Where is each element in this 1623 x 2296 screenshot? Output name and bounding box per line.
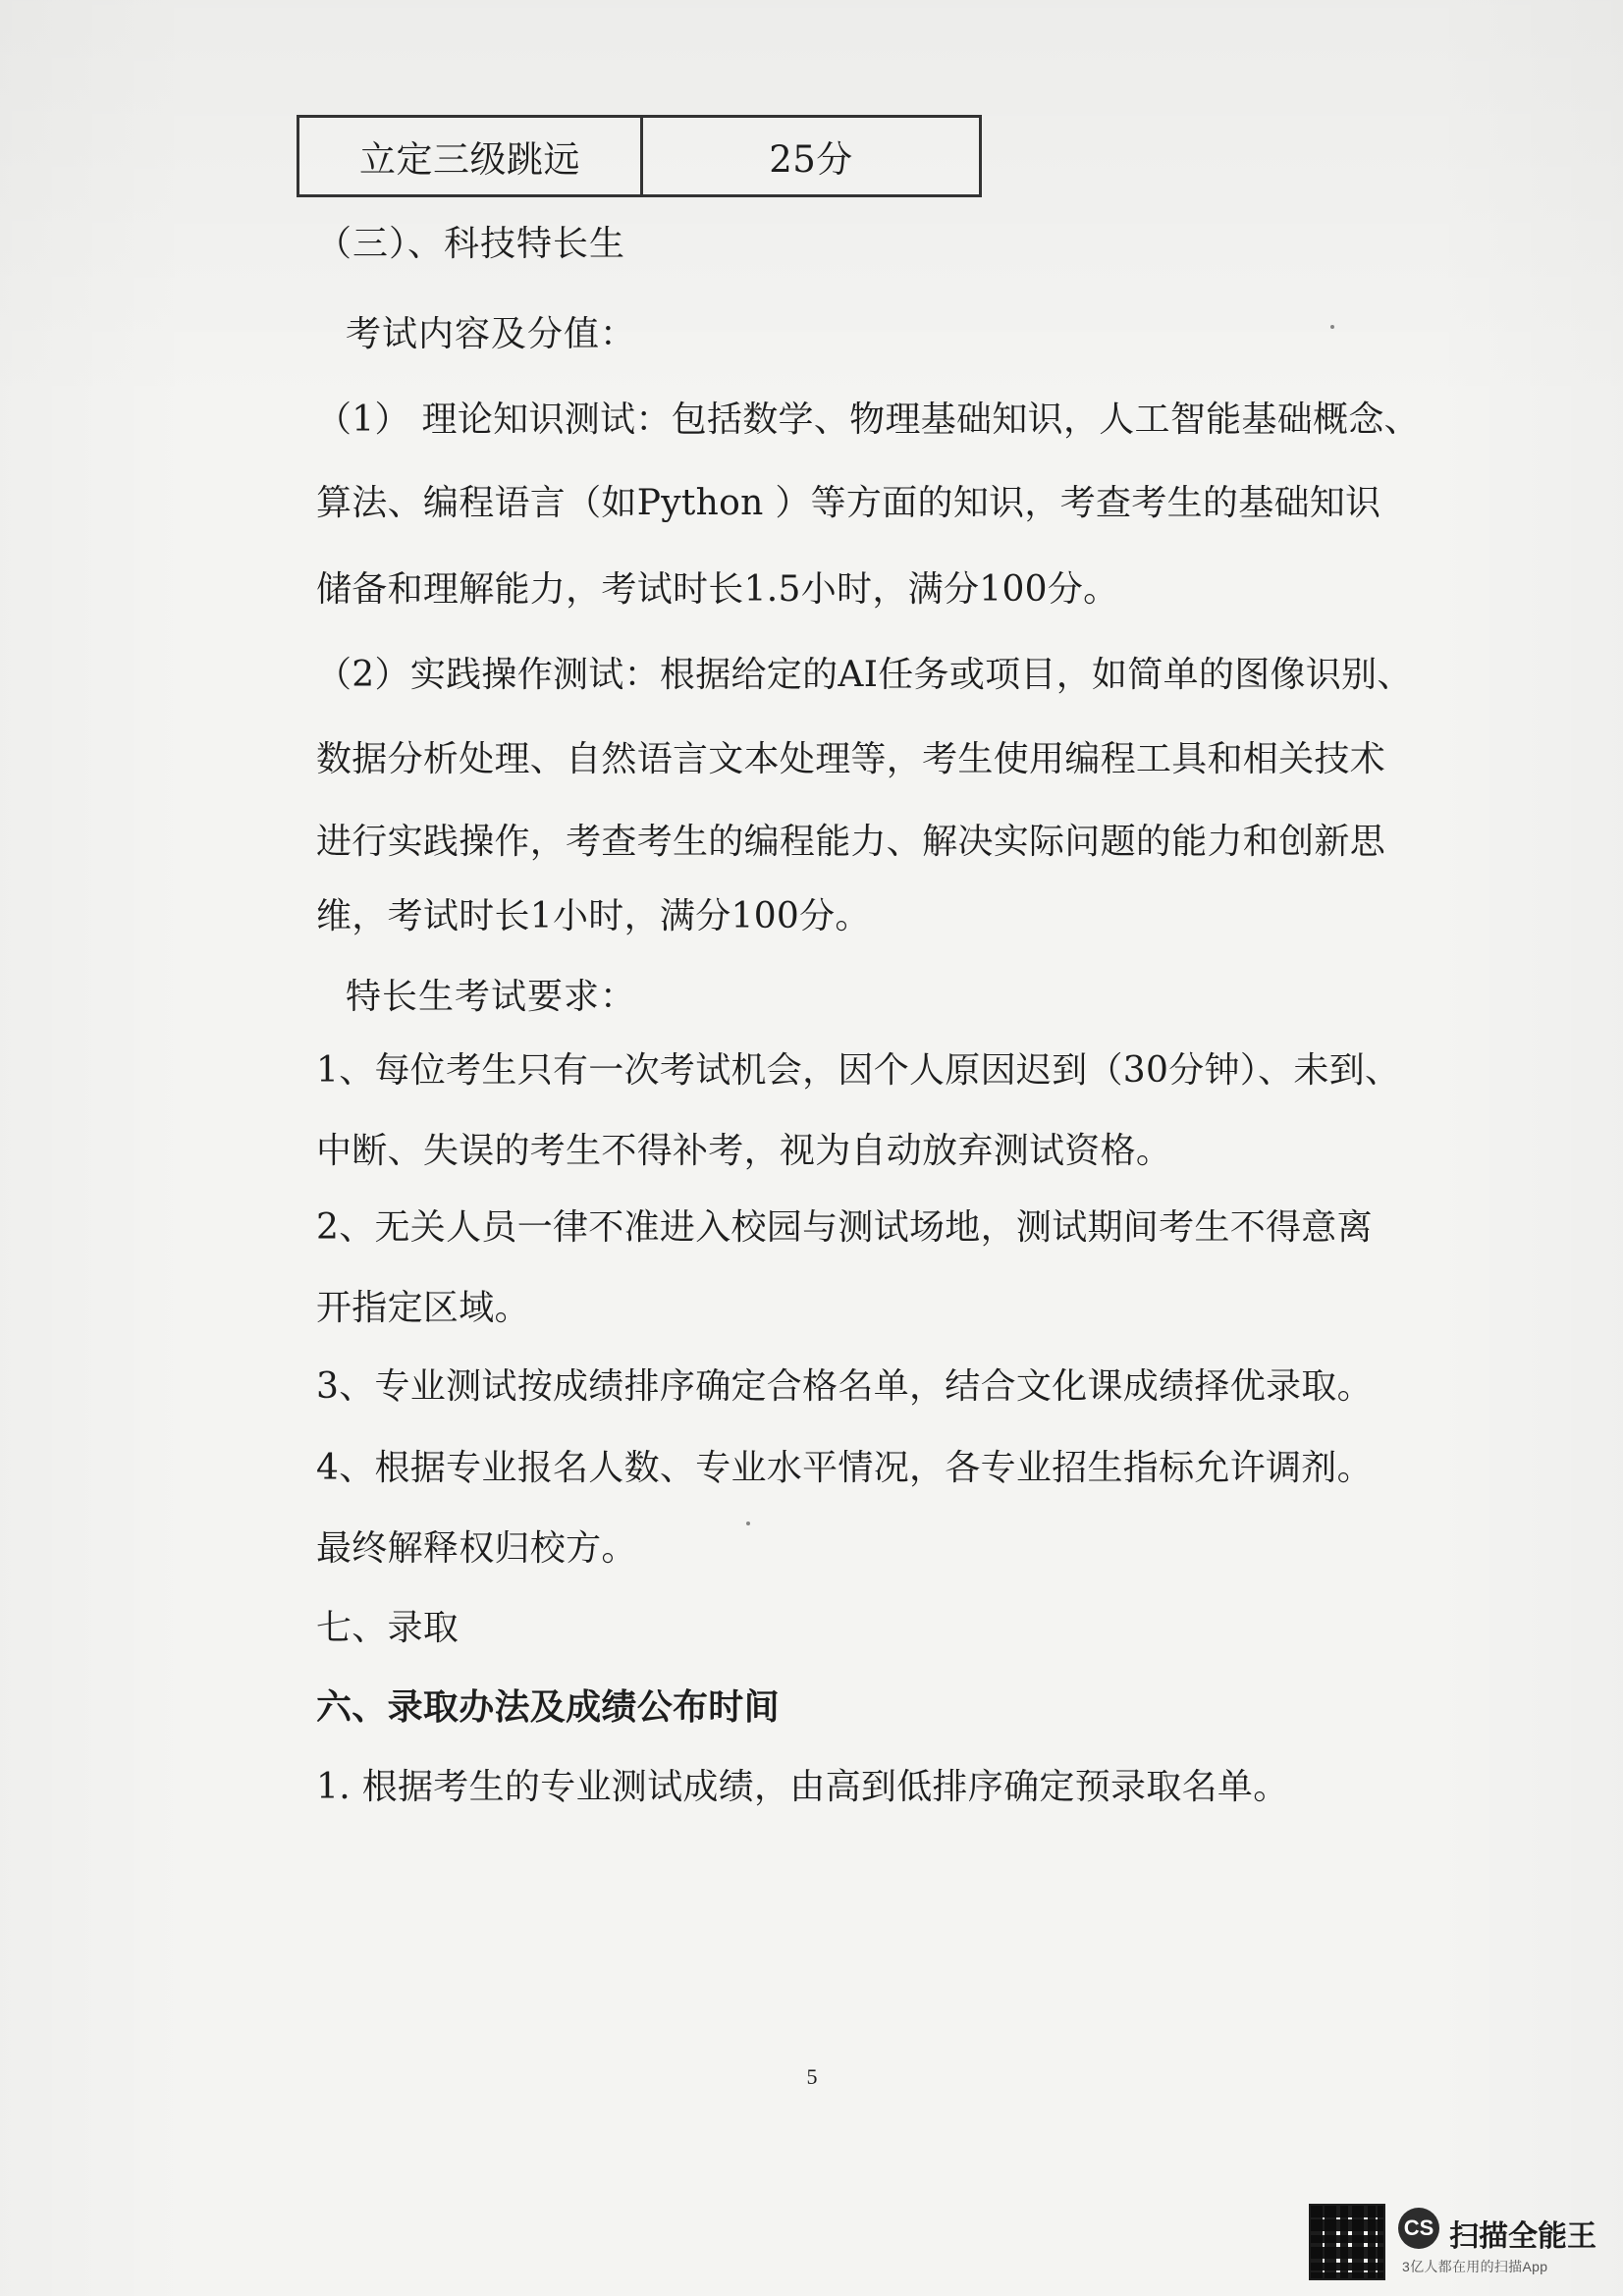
- qr-code-icon: [1309, 2204, 1385, 2280]
- admission-item1: 1. 根据考生的专业测试成绩，由高到低排序确定预录取名单。: [316, 1767, 1289, 1807]
- scanner-brand: [1398, 2208, 1599, 2276]
- item1-line1: （1） 理论知识测试：包括数学、物理基础知识，人工智能基础概念、: [316, 400, 1420, 440]
- section7-title: 七、录取: [316, 1608, 460, 1648]
- item2-line4: 维，考试时长1小时，满分100分。: [316, 896, 871, 936]
- brand-name: 扫描全能王: [1449, 2220, 1596, 2253]
- requirements-title: 特长生考试要求：: [346, 977, 637, 1017]
- exam-content-title: 考试内容及分值：: [346, 314, 637, 354]
- req2-line2: 开指定区域。: [316, 1288, 530, 1328]
- item2-line1: （2）实践操作测试：根据给定的AI任务或项目，如简单的图像识别、: [316, 655, 1413, 695]
- section6-title: 六、录取办法及成绩公布时间: [316, 1686, 780, 1728]
- score-cell: 25分: [769, 138, 853, 181]
- req1-line2: 中断、失误的考生不得补考，视为自动放弃测试资格。: [316, 1131, 1172, 1171]
- camscanner-logo-icon: CS: [1398, 2208, 1439, 2249]
- page-number: 5: [806, 2064, 818, 2089]
- scan-speck: [746, 1522, 750, 1525]
- req2-line1: 2、无关人员一律不准进入校园与测试场地，测试期间考生不得意离: [316, 1207, 1373, 1248]
- item1-line3: 储备和理解能力，考试时长1.5小时，满分100分。: [316, 569, 1119, 610]
- req3: 3、专业测试按成绩排序确定合格名单，结合文化课成绩择优录取。: [316, 1366, 1373, 1407]
- item2-line3: 进行实践操作，考查考生的编程能力、解决实际问题的能力和创新思: [316, 822, 1386, 862]
- req1-line1: 1、每位考生只有一次考试机会，因个人原因迟到（30分钟）、未到、: [316, 1050, 1401, 1091]
- brand-tagline: 3亿人都在用的扫描App: [1402, 2259, 1548, 2274]
- req4-line1: 4、根据专业报名人数、专业水平情况，各专业招生指标允许调剂。: [316, 1448, 1373, 1488]
- item2-line2: 数据分析处理、自然语言文本处理等，考生使用编程工具和相关技术: [316, 739, 1386, 779]
- scan-speck: [1330, 325, 1334, 329]
- req4-line2: 最终解释权归校方。: [316, 1528, 637, 1569]
- section-title: （三）、科技特长生: [316, 224, 626, 264]
- item1-line2: 算法、编程语言（如Python ）等方面的知识，考查考生的基础知识: [316, 483, 1381, 523]
- event-cell: 立定三级跳远: [299, 118, 643, 194]
- score-table: [297, 115, 982, 197]
